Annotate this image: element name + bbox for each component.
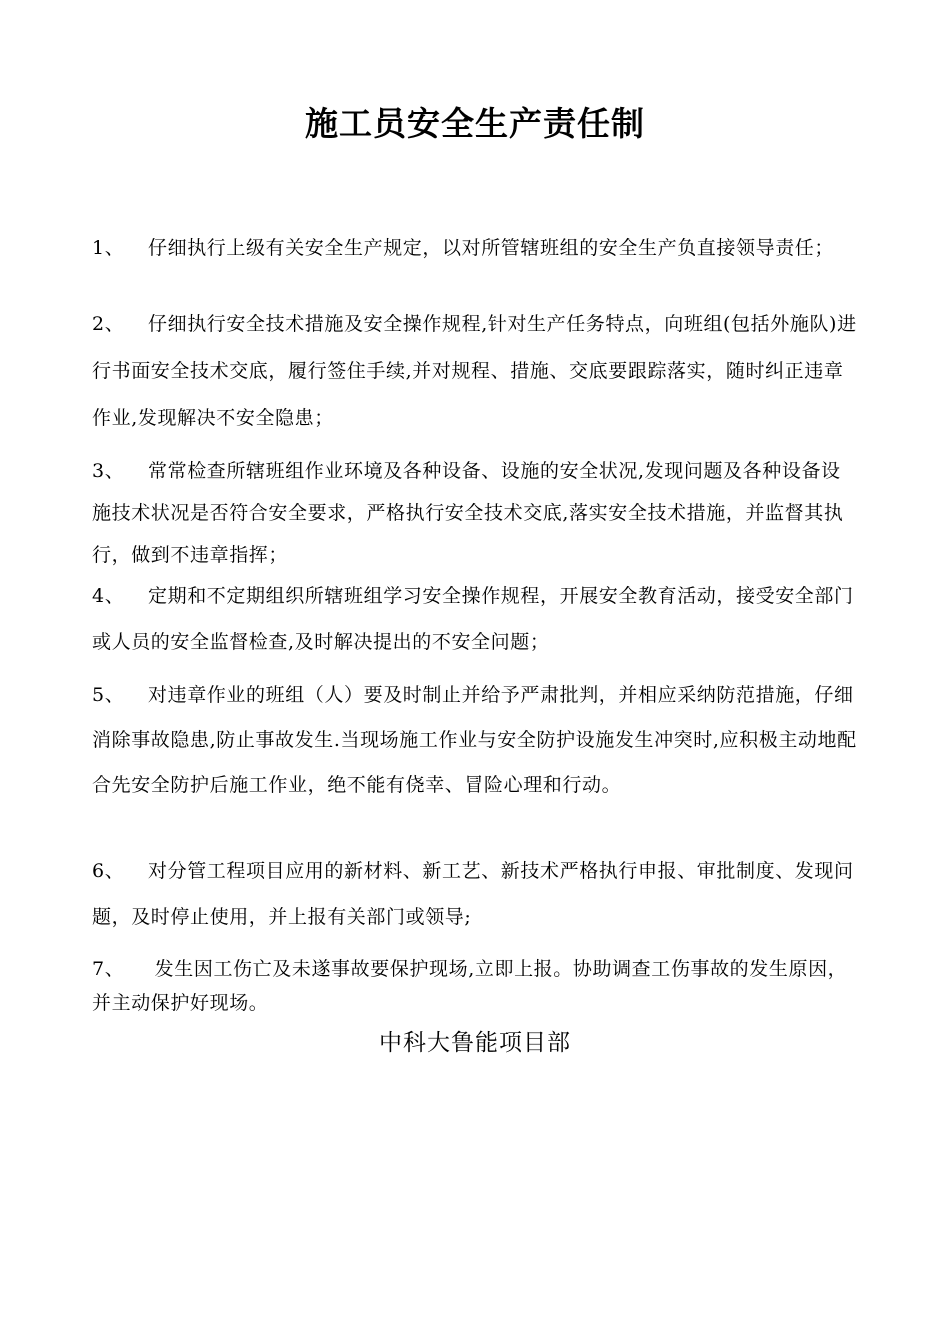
item-number: 3、	[92, 460, 125, 482]
list-item-6	[92, 848, 860, 940]
document-title: 施工员安全生产责任制	[305, 104, 645, 143]
item-text: 定期和不定期组织所辖班组学习安全操作规程，开展安全教育活动，接受安全部门或人员的安全监督检查,及时解决提出的不安全问题；	[92, 585, 854, 653]
item-text: 对违章作业的班组（人）要及时制止并给予严肃批判，并相应采纳防范措施，仔细消除事故隐患,防止事故发生.当现场施工作业与安全防护设施发生冲突时,应积极主动地配合先安全防护后施工作业，绝不能有侥幸、冒险心理和行动。	[92, 684, 857, 796]
list-item-4	[92, 573, 860, 665]
item-text: 发生因工伤亡及未遂事故要保护现场,立即上报。协助调查工伤事故的发生原因，并主动保护好现场。	[92, 958, 848, 1014]
signature: 中科大鲁能项目部	[379, 1030, 571, 1056]
item-text: 仔细执行上级有关安全生产规定，以对所管辖班组的安全生产负直接领导责任；	[148, 237, 835, 259]
item-text: 仔细执行安全技术措施及安全操作规程,针对生产任务特点，向班组(包括外施队)进行书面安全技术交底，履行签住手续,并对规程、措施、交底要跟踪落实，随时纠正违章作业,发现解决不安全隐患；	[92, 313, 857, 429]
list-item-2	[92, 301, 860, 442]
list-item-3	[92, 450, 860, 576]
item-number: 5、	[92, 684, 125, 706]
item-number: 6、	[92, 860, 125, 882]
item-text: 常常检查所辖班组作业环境及各种设备、设施的安全状况,发现问题及各种设备设施技术状况是否符合安全要求，严格执行安全技术交底,落实安全技术措施，并监督其执行，做到不违章指挥；	[92, 460, 844, 566]
item-number: 4、	[92, 585, 125, 607]
item-number: 2、	[92, 313, 125, 335]
list-item-5	[92, 673, 860, 808]
item-number: 1、	[92, 237, 125, 259]
item-number: 7、	[92, 958, 125, 980]
list-item-7	[92, 952, 860, 1020]
item-text: 对分管工程项目应用的新材料、新工艺、新技术严格执行申报、审批制度、发现问题，及时停止使用，并上报有关部门或领导;	[92, 860, 854, 928]
list-item-1	[92, 230, 860, 266]
